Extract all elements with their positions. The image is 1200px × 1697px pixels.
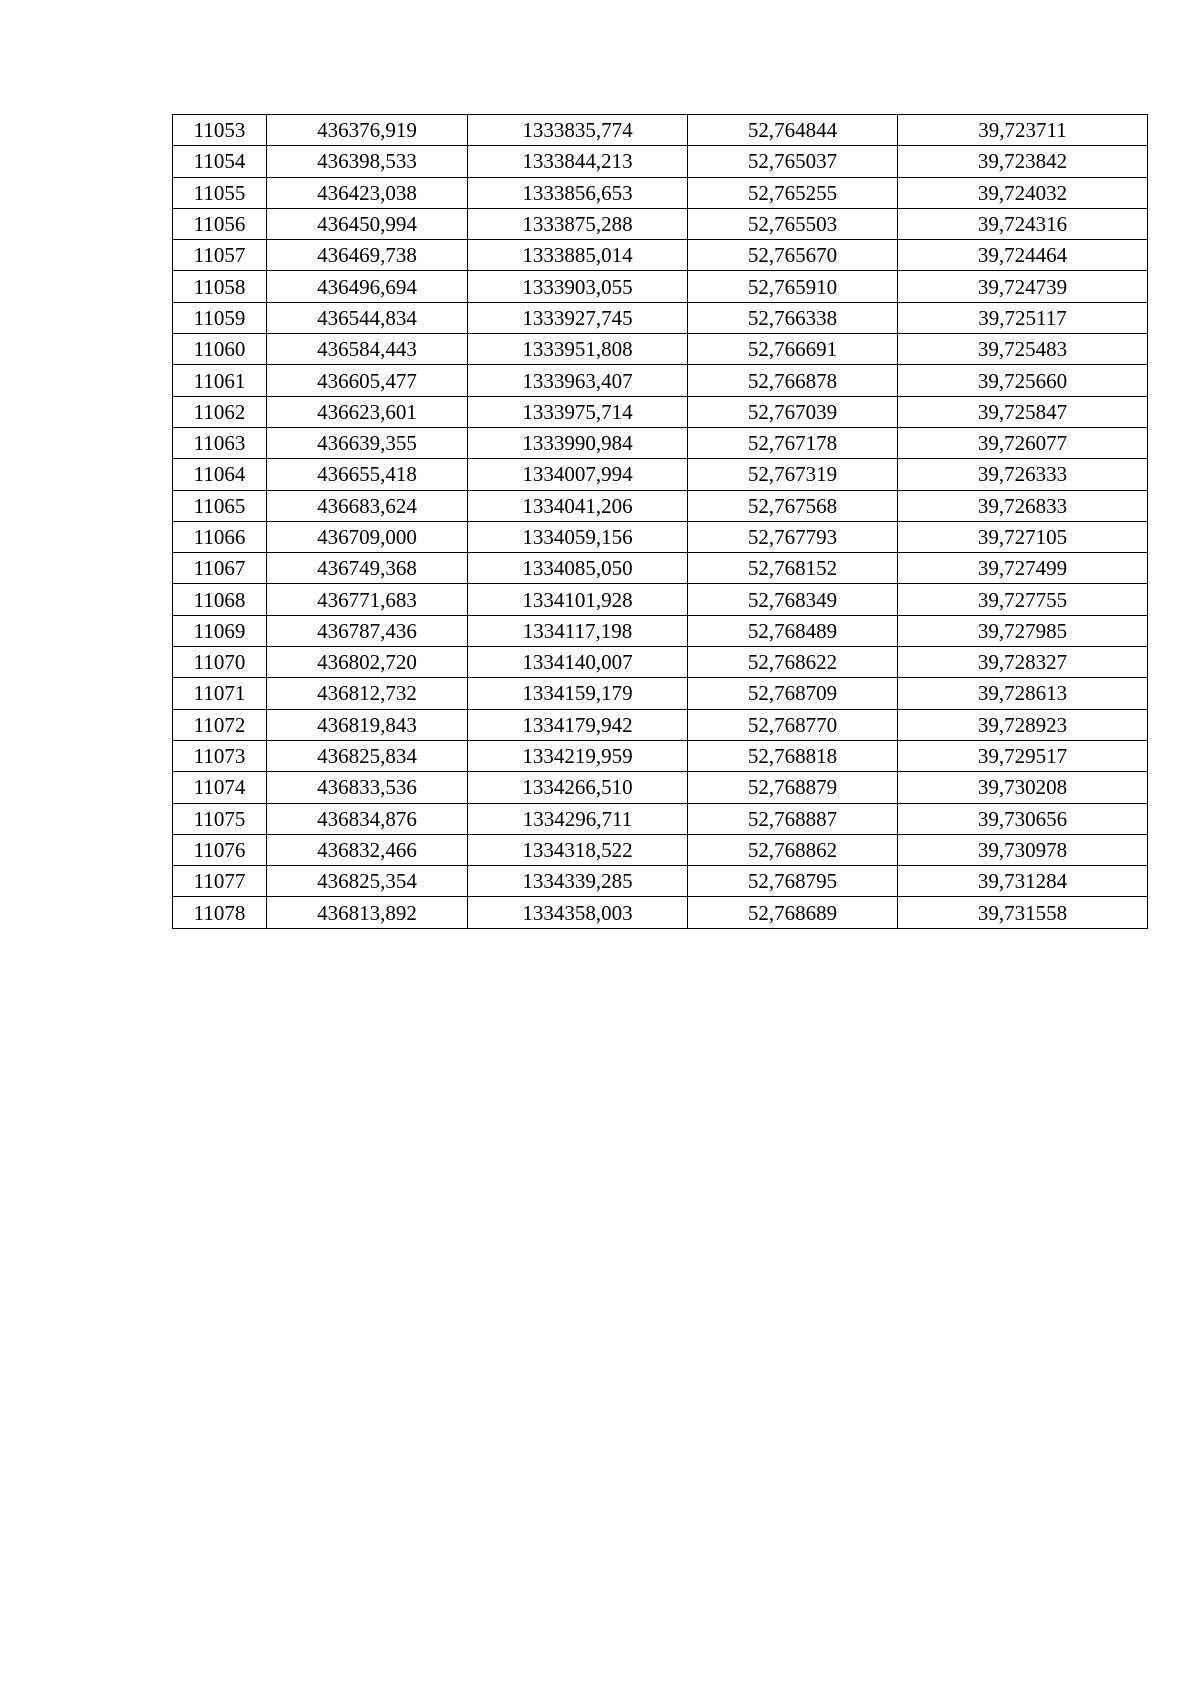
point-number-cell: 11062	[173, 396, 267, 427]
table-row	[173, 490, 1148, 521]
coordinates-table	[172, 114, 1148, 929]
longitude-cell: 39,727499	[898, 553, 1148, 584]
x-coordinate-cell: 436825,834	[267, 740, 468, 771]
table-row	[173, 365, 1148, 396]
longitude-cell: 39,730656	[898, 803, 1148, 834]
latitude-cell: 52,765503	[688, 208, 898, 239]
x-coordinate-cell: 436802,720	[267, 647, 468, 678]
table-row	[173, 803, 1148, 834]
y-coordinate-cell: 1334296,711	[468, 803, 688, 834]
table-row	[173, 271, 1148, 302]
y-coordinate-cell: 1334179,942	[468, 709, 688, 740]
y-coordinate-cell: 1333885,014	[468, 240, 688, 271]
coordinates-table-body	[173, 115, 1148, 929]
y-coordinate-cell: 1334140,007	[468, 647, 688, 678]
x-coordinate-cell: 436812,732	[267, 678, 468, 709]
y-coordinate-cell: 1334358,003	[468, 897, 688, 928]
table-row	[173, 396, 1148, 427]
longitude-cell: 39,725847	[898, 396, 1148, 427]
x-coordinate-cell: 436813,892	[267, 897, 468, 928]
y-coordinate-cell: 1334266,510	[468, 772, 688, 803]
y-coordinate-cell: 1334219,959	[468, 740, 688, 771]
y-coordinate-cell: 1333951,808	[468, 334, 688, 365]
x-coordinate-cell: 436833,536	[267, 772, 468, 803]
point-number-cell: 11057	[173, 240, 267, 271]
table-row	[173, 647, 1148, 678]
table-row	[173, 521, 1148, 552]
point-number-cell: 11070	[173, 647, 267, 678]
point-number-cell: 11077	[173, 866, 267, 897]
point-number-cell: 11072	[173, 709, 267, 740]
longitude-cell: 39,723842	[898, 146, 1148, 177]
y-coordinate-cell: 1333903,055	[468, 271, 688, 302]
y-coordinate-cell: 1333835,774	[468, 115, 688, 146]
latitude-cell: 52,764844	[688, 115, 898, 146]
table-row	[173, 459, 1148, 490]
table-row	[173, 772, 1148, 803]
latitude-cell: 52,765255	[688, 177, 898, 208]
longitude-cell: 39,725483	[898, 334, 1148, 365]
x-coordinate-cell: 436544,834	[267, 302, 468, 333]
point-number-cell: 11069	[173, 615, 267, 646]
y-coordinate-cell: 1334041,206	[468, 490, 688, 521]
point-number-cell: 11061	[173, 365, 267, 396]
y-coordinate-cell: 1334159,179	[468, 678, 688, 709]
table-row	[173, 866, 1148, 897]
latitude-cell: 52,767319	[688, 459, 898, 490]
longitude-cell: 39,726333	[898, 459, 1148, 490]
y-coordinate-cell: 1333975,714	[468, 396, 688, 427]
x-coordinate-cell: 436469,738	[267, 240, 468, 271]
longitude-cell: 39,725117	[898, 302, 1148, 333]
table-row	[173, 115, 1148, 146]
x-coordinate-cell: 436605,477	[267, 365, 468, 396]
table-row	[173, 678, 1148, 709]
table-row	[173, 146, 1148, 177]
latitude-cell: 52,768862	[688, 834, 898, 865]
table-row	[173, 584, 1148, 615]
x-coordinate-cell: 436376,919	[267, 115, 468, 146]
x-coordinate-cell: 436771,683	[267, 584, 468, 615]
y-coordinate-cell: 1333844,213	[468, 146, 688, 177]
longitude-cell: 39,724464	[898, 240, 1148, 271]
point-number-cell: 11073	[173, 740, 267, 771]
latitude-cell: 52,765910	[688, 271, 898, 302]
longitude-cell: 39,726077	[898, 427, 1148, 458]
latitude-cell: 52,765037	[688, 146, 898, 177]
longitude-cell: 39,730208	[898, 772, 1148, 803]
y-coordinate-cell: 1333875,288	[468, 208, 688, 239]
x-coordinate-cell: 436749,368	[267, 553, 468, 584]
latitude-cell: 52,768152	[688, 553, 898, 584]
table-row	[173, 177, 1148, 208]
point-number-cell: 11058	[173, 271, 267, 302]
x-coordinate-cell: 436825,354	[267, 866, 468, 897]
point-number-cell: 11071	[173, 678, 267, 709]
y-coordinate-cell: 1334059,156	[468, 521, 688, 552]
x-coordinate-cell: 436832,466	[267, 834, 468, 865]
y-coordinate-cell: 1334318,522	[468, 834, 688, 865]
longitude-cell: 39,725660	[898, 365, 1148, 396]
table-row	[173, 208, 1148, 239]
longitude-cell: 39,726833	[898, 490, 1148, 521]
latitude-cell: 52,768689	[688, 897, 898, 928]
table-row	[173, 553, 1148, 584]
latitude-cell: 52,767039	[688, 396, 898, 427]
table-row	[173, 615, 1148, 646]
longitude-cell: 39,728613	[898, 678, 1148, 709]
point-number-cell: 11068	[173, 584, 267, 615]
latitude-cell: 52,765670	[688, 240, 898, 271]
table-row	[173, 740, 1148, 771]
point-number-cell: 11056	[173, 208, 267, 239]
longitude-cell: 39,724032	[898, 177, 1148, 208]
longitude-cell: 39,727105	[898, 521, 1148, 552]
y-coordinate-cell: 1333963,407	[468, 365, 688, 396]
longitude-cell: 39,730978	[898, 834, 1148, 865]
y-coordinate-cell: 1333856,653	[468, 177, 688, 208]
point-number-cell: 11063	[173, 427, 267, 458]
longitude-cell: 39,724739	[898, 271, 1148, 302]
y-coordinate-cell: 1333927,745	[468, 302, 688, 333]
x-coordinate-cell: 436819,843	[267, 709, 468, 740]
y-coordinate-cell: 1334085,050	[468, 553, 688, 584]
latitude-cell: 52,766878	[688, 365, 898, 396]
x-coordinate-cell: 436623,601	[267, 396, 468, 427]
x-coordinate-cell: 436450,994	[267, 208, 468, 239]
x-coordinate-cell: 436683,624	[267, 490, 468, 521]
latitude-cell: 52,768770	[688, 709, 898, 740]
x-coordinate-cell: 436639,355	[267, 427, 468, 458]
latitude-cell: 52,768887	[688, 803, 898, 834]
table-row	[173, 427, 1148, 458]
latitude-cell: 52,768795	[688, 866, 898, 897]
point-number-cell: 11075	[173, 803, 267, 834]
table-row	[173, 302, 1148, 333]
latitude-cell: 52,768879	[688, 772, 898, 803]
x-coordinate-cell: 436709,000	[267, 521, 468, 552]
latitude-cell: 52,767793	[688, 521, 898, 552]
table-row	[173, 240, 1148, 271]
latitude-cell: 52,768489	[688, 615, 898, 646]
table-row	[173, 834, 1148, 865]
point-number-cell: 11074	[173, 772, 267, 803]
point-number-cell: 11054	[173, 146, 267, 177]
y-coordinate-cell: 1334117,198	[468, 615, 688, 646]
longitude-cell: 39,723711	[898, 115, 1148, 146]
x-coordinate-cell: 436655,418	[267, 459, 468, 490]
latitude-cell: 52,768818	[688, 740, 898, 771]
longitude-cell: 39,731284	[898, 866, 1148, 897]
point-number-cell: 11078	[173, 897, 267, 928]
x-coordinate-cell: 436584,443	[267, 334, 468, 365]
latitude-cell: 52,766338	[688, 302, 898, 333]
x-coordinate-cell: 436834,876	[267, 803, 468, 834]
point-number-cell: 11055	[173, 177, 267, 208]
y-coordinate-cell: 1334007,994	[468, 459, 688, 490]
y-coordinate-cell: 1334339,285	[468, 866, 688, 897]
x-coordinate-cell: 436787,436	[267, 615, 468, 646]
x-coordinate-cell: 436423,038	[267, 177, 468, 208]
point-number-cell: 11065	[173, 490, 267, 521]
point-number-cell: 11076	[173, 834, 267, 865]
longitude-cell: 39,729517	[898, 740, 1148, 771]
latitude-cell: 52,768349	[688, 584, 898, 615]
longitude-cell: 39,727755	[898, 584, 1148, 615]
longitude-cell: 39,724316	[898, 208, 1148, 239]
table-row	[173, 709, 1148, 740]
point-number-cell: 11064	[173, 459, 267, 490]
longitude-cell: 39,731558	[898, 897, 1148, 928]
latitude-cell: 52,768622	[688, 647, 898, 678]
point-number-cell: 11059	[173, 302, 267, 333]
latitude-cell: 52,766691	[688, 334, 898, 365]
table-row	[173, 334, 1148, 365]
latitude-cell: 52,768709	[688, 678, 898, 709]
x-coordinate-cell: 436496,694	[267, 271, 468, 302]
point-number-cell: 11067	[173, 553, 267, 584]
longitude-cell: 39,728327	[898, 647, 1148, 678]
latitude-cell: 52,767568	[688, 490, 898, 521]
y-coordinate-cell: 1333990,984	[468, 427, 688, 458]
point-number-cell: 11060	[173, 334, 267, 365]
latitude-cell: 52,767178	[688, 427, 898, 458]
x-coordinate-cell: 436398,533	[267, 146, 468, 177]
point-number-cell: 11053	[173, 115, 267, 146]
point-number-cell: 11066	[173, 521, 267, 552]
longitude-cell: 39,728923	[898, 709, 1148, 740]
longitude-cell: 39,727985	[898, 615, 1148, 646]
table-row	[173, 897, 1148, 928]
y-coordinate-cell: 1334101,928	[468, 584, 688, 615]
